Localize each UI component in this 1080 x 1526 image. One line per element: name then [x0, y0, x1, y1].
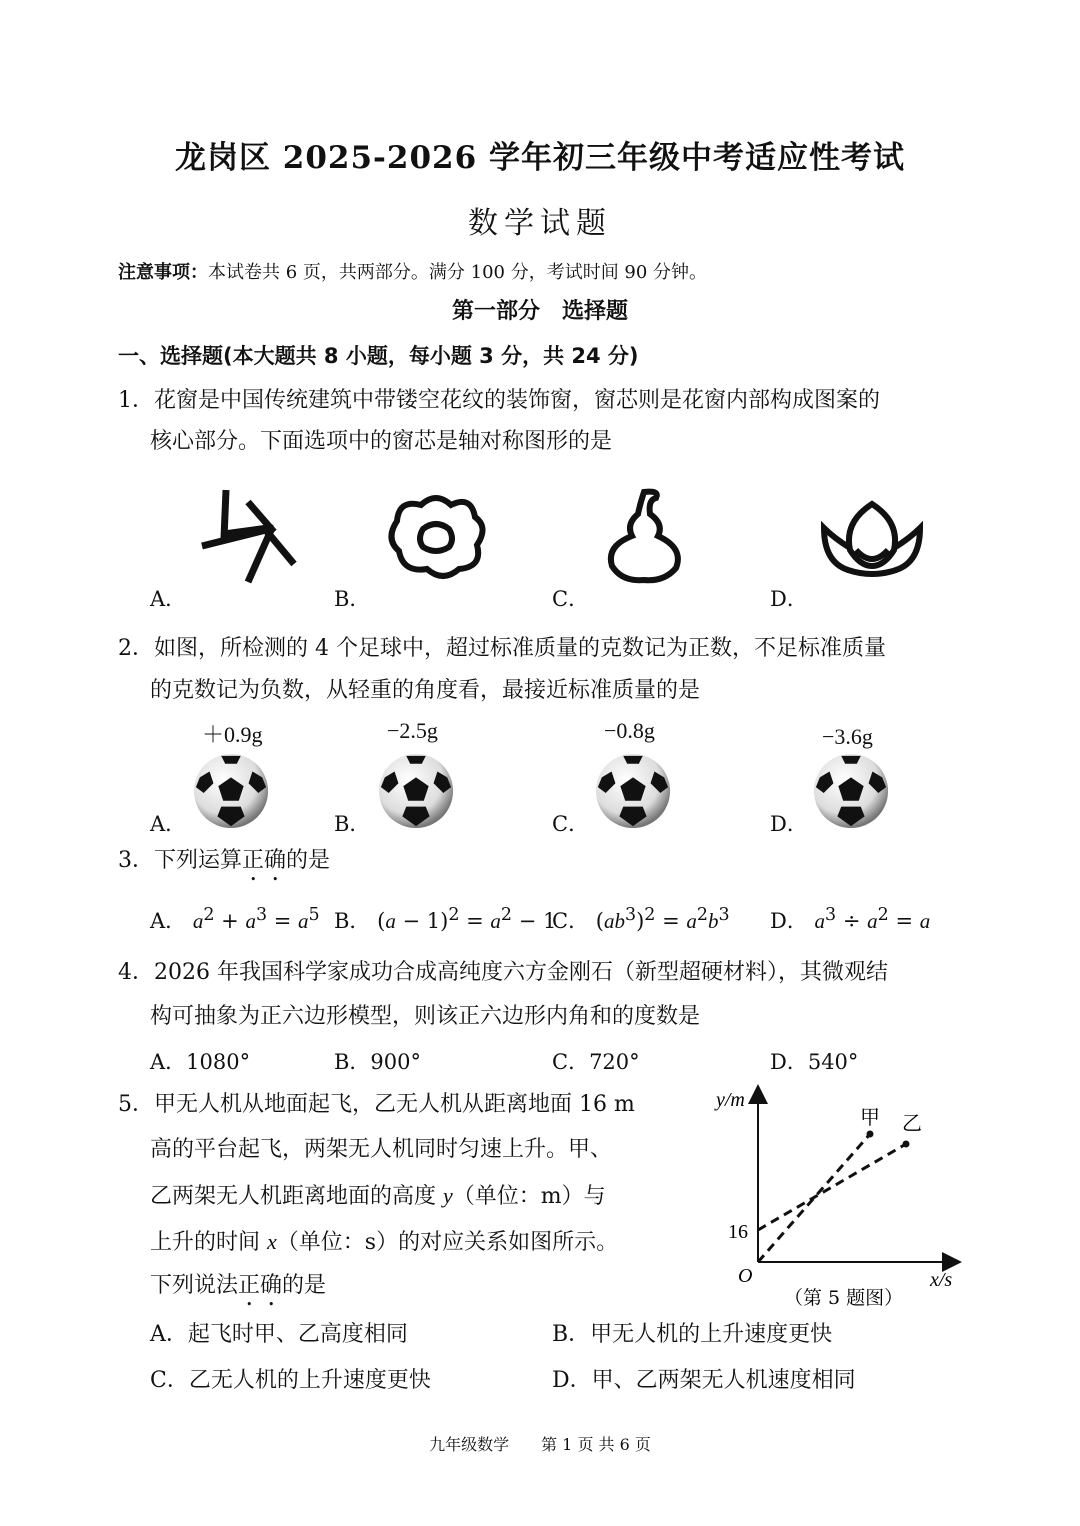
q5-graph [706, 1082, 966, 1312]
notice-label: 注意事项： [118, 262, 208, 283]
exam-title: 龙岗区 2025-2026 学年初三年级中考适应性考试 [174, 140, 905, 176]
graph-origin: O [738, 1265, 753, 1287]
q4-number: 4． [118, 960, 154, 985]
page-footer: 九年级数学 第 1 页 共 6 页 [429, 1435, 651, 1454]
window-pattern-b [383, 489, 489, 583]
soccer-ball-icon [377, 752, 455, 830]
q2-number: 2． [118, 636, 154, 661]
q3-stem-post: 的是 [286, 848, 331, 873]
q3-option-b-label: B． [334, 909, 371, 933]
graph-series-jia: 甲 [860, 1105, 880, 1129]
graph-series-yi: 乙 [902, 1111, 922, 1135]
q3-option-b: B． $(a - 1)^2 = a^2 - 1$ [334, 905, 557, 933]
q3-option-d: D． $a^3 \div a^2 = a$ [770, 905, 931, 933]
q5-text5-post: 的是 [282, 1273, 327, 1298]
weight-b: −2.5g [387, 718, 438, 743]
q1-text1: 花窗是中国传统建筑中带镂空花纹的装饰窗，窗芯则是花窗内部构成图案的 [154, 388, 881, 413]
q1-option-b: B． [334, 587, 371, 611]
graph-caption: （第 5 题图） [784, 1287, 904, 1309]
notice-text: 本试卷共 6 页，共两部分。满分 100 分，考试时间 90 分钟。 [208, 262, 708, 283]
q5-text5-pre: 下列说法 [150, 1273, 239, 1298]
exam-subtitle: 数学试题 [468, 206, 612, 241]
q5-line4 [150, 1219, 618, 1265]
q4-line1 [118, 950, 888, 995]
q1-line2: 核心部分。下面选项中的窗芯是轴对称图形的是 [150, 429, 613, 454]
q3-option-a: A． $a^2 + a^3 = a^5$ [150, 905, 320, 933]
q5-option-c: C．乙无人机的上升速度更快 [150, 1368, 431, 1393]
q2-option-a: A． [150, 812, 187, 836]
q3-stem-emphasis: 正确 [242, 848, 287, 873]
q5-text5-emphasis: 正确 [238, 1273, 283, 1298]
soccer-ball-icon [192, 752, 270, 830]
q2-option-b: B． [334, 812, 371, 836]
q5-var-x: x [267, 1229, 277, 1254]
q2-text1: 如图，所检测的 4 个足球中，超过标准质量的克数记为正数，不足标准质量 [154, 636, 886, 661]
q3-stem [118, 838, 330, 886]
q5-text4b: （单位：s）的对应关系如图所示。 [276, 1230, 619, 1255]
q4-text1: 2026 年我国科学家成功合成高纯度六方金刚石（新型超硬材料），其微观结 [154, 960, 888, 985]
graph-xlabel: x/s [930, 1269, 953, 1291]
q1-option-a: A． [150, 587, 187, 611]
q3-option-a-label: A． [150, 909, 187, 933]
q5-var-y: y [443, 1183, 453, 1208]
window-pattern-a [198, 486, 302, 588]
series-yi-end [903, 1141, 910, 1148]
window-pattern-c [604, 484, 686, 584]
q2-option-d: D． [770, 812, 808, 836]
graph-tick-16: 16 [728, 1221, 748, 1243]
soccer-ball-icon [812, 752, 890, 830]
q2-line2: 的克数记为负数，从轻重的角度看，最接近标准质量的是 [150, 678, 701, 703]
q5-number: 5． [118, 1092, 154, 1117]
q1-option-c: C． [552, 587, 590, 611]
q3-option-c-label: C． [552, 909, 590, 933]
q5-line2: 高的平台起飞，两架无人机同时匀速上升。甲、 [150, 1137, 613, 1162]
q4-option-c: C．720° [552, 1050, 640, 1074]
q3-number: 3． [118, 848, 154, 873]
part-heading: 第一部分 选择题 [451, 299, 628, 324]
q4-option-d: D．540° [770, 1050, 859, 1074]
q5-option-d: D．甲、乙两架无人机速度相同 [552, 1368, 856, 1393]
section-heading: 一、选择题(本大题共 8 小题，每小题 3 分，共 24 分) [118, 344, 639, 368]
graph-ylabel: y/m [716, 1089, 745, 1111]
q1-line1 [118, 378, 880, 423]
weight-c: −0.8g [604, 718, 655, 743]
q5-option-b: B．甲无人机的上升速度更快 [552, 1322, 833, 1347]
q4-line2: 构可抽象为正六边形模型，则该正六边形内角和的度数是 [150, 1004, 701, 1029]
q2-line1 [118, 626, 886, 671]
q2-option-c: C． [552, 812, 590, 836]
q3-stem-pre: 下列运算 [154, 848, 243, 873]
q5-text3b: （单位：m）与 [452, 1184, 606, 1209]
q5-text3a: 乙两架无人机距离地面的高度 [150, 1184, 437, 1209]
notice [118, 258, 707, 284]
q4-option-b: B．900° [334, 1050, 422, 1074]
weight-d: −3.6g [822, 724, 873, 749]
q3-option-d-label: D． [770, 909, 808, 933]
q5-line3 [150, 1173, 606, 1219]
q5-option-a: A．起飞时甲、乙高度相同 [150, 1322, 408, 1347]
q5-line1 [118, 1082, 635, 1127]
soccer-ball-icon [594, 752, 672, 830]
q5-text4a: 上升的时间 [150, 1230, 261, 1255]
q5-line5 [150, 1263, 326, 1311]
series-jia-end [867, 1131, 874, 1138]
q4-option-a: A．1080° [150, 1050, 251, 1074]
q5-text1: 甲无人机从地面起飞，乙无人机从距离地面 16 m [154, 1092, 635, 1117]
window-pattern-d [820, 498, 924, 584]
q1-number: 1． [118, 388, 154, 413]
q3-option-c: C． $(ab^3)^2 = a^2b^3$ [552, 905, 730, 933]
q1-option-d: D． [770, 587, 808, 611]
series-yi-line [758, 1144, 906, 1230]
weight-a: ＋0.9g [202, 722, 263, 747]
